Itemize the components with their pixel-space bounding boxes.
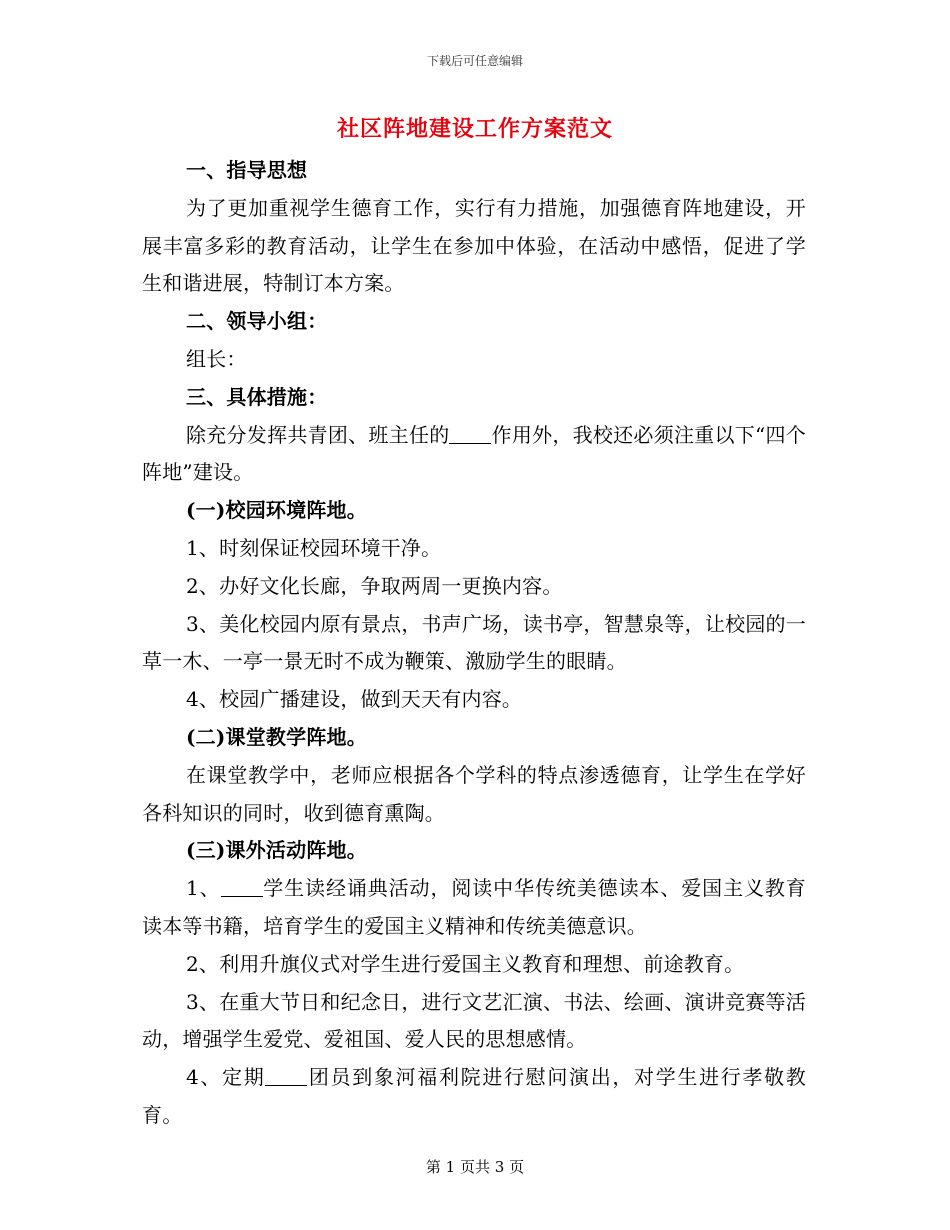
section-heading-measures: 三、具体措施： bbox=[186, 384, 328, 409]
document-title: 社区阵地建设工作方案范文 bbox=[336, 116, 613, 142]
list-item bbox=[142, 870, 806, 946]
list-item: 1、时刻保证校园环境干净。 bbox=[186, 535, 442, 560]
measures-intro-part-b: 作用外，我校还必须注重以下“四个阵地”建设。 bbox=[142, 422, 806, 485]
list-item: 3、美化校园内原有景点，书声广场，读书亭，智慧泉等，让校园的一草一木、一亭一景无时不成为鞭策、激励学生的眼睛。 bbox=[142, 611, 806, 674]
page-header: 下载后可任意编辑 bbox=[426, 54, 523, 68]
section-heading-guiding-thought: 一、指导思想 bbox=[186, 158, 308, 182]
list-item bbox=[142, 1059, 806, 1135]
list-item: 3、在重大节日和纪念日，进行文艺汇演、书法、绘画、演讲竞赛等活动，增强学生爱党、爱祖国、爱人民的思想感情。 bbox=[142, 989, 806, 1052]
page-footer: 第 1 页共 3 页 bbox=[425, 1158, 525, 1176]
fill-in-blank bbox=[265, 1065, 307, 1086]
list-item: 2、利用升旗仪式对学生进行爱国主义教育和理想、前途教育。 bbox=[186, 951, 745, 976]
subheading-extracurricular: (三)课外活动阵地。 bbox=[186, 838, 367, 863]
item-prefix: 4、定期 bbox=[186, 1065, 266, 1090]
leader-line: 组长： bbox=[186, 346, 247, 371]
paragraph-classroom-teaching: 在课堂教学中，老师应根据各个学科的特点渗透德育，让学生在学好各科知识的同时，收到德育熏陶。 bbox=[142, 762, 806, 825]
item-number: 1、 bbox=[186, 876, 221, 901]
item-text: 学生读经诵典活动，阅读中华传统美德读本、爱国主义教育读本等书籍，培育学生的爱国主义精神和传统美德意识。 bbox=[142, 876, 806, 938]
subheading-campus-environment: (一)校园环境阵地。 bbox=[186, 498, 367, 523]
paragraph-measures-intro bbox=[142, 417, 806, 493]
item-text: 团员到象河福利院进行慰问演出，对学生进行孝敬教育。 bbox=[142, 1065, 806, 1127]
fill-in-blank bbox=[449, 423, 491, 444]
document-body bbox=[142, 152, 806, 1135]
subheading-classroom-teaching: (二)课堂教学阵地。 bbox=[186, 724, 367, 749]
list-item: 2、办好文化长廊，争取两周一更换内容。 bbox=[186, 573, 563, 598]
measures-intro-part-a: 除充分发挥共青团、班主任的 bbox=[186, 422, 450, 447]
fill-in-blank bbox=[221, 876, 263, 897]
section-heading-leadership: 二、领导小组： bbox=[186, 309, 328, 334]
list-item: 4、校园广播建设，做到天天有内容。 bbox=[186, 687, 523, 712]
paragraph-guiding-thought: 为了更加重视学生德育工作，实行有力措施，加强德育阵地建设，开展丰富多彩的教育活动，让学生在参加中体验，在活动中感悟，促进了学生和谐进展，特制订本方案。 bbox=[142, 195, 806, 296]
